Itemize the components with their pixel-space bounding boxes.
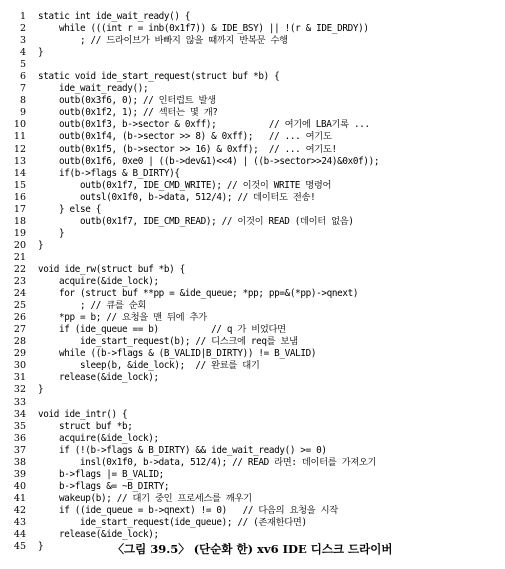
line-number: 34: [13, 408, 26, 420]
code-line: [6, 360, 502, 372]
code-line: [6, 517, 502, 529]
code-line: [6, 457, 502, 469]
code-line: [6, 409, 502, 421]
code-line: [6, 348, 502, 360]
code-text: acquire(&ide_lock);: [38, 276, 159, 288]
code-text: }: [38, 47, 44, 59]
line-number: 3: [19, 35, 26, 47]
line-number: 40: [13, 480, 26, 492]
code-line: [6, 180, 502, 192]
code-line: [6, 469, 502, 481]
code-line: [6, 156, 502, 168]
line-number: 11: [13, 131, 26, 143]
code-line: [6, 192, 502, 204]
line-number: 39: [13, 468, 26, 480]
code-line: [6, 144, 502, 156]
code-text: ide_start_request(b); // 디스크에 req를 보냄: [38, 336, 298, 348]
code-text: if ((ide_queue = b->qnext) != 0) // 다음의 요청을 시작: [38, 504, 338, 516]
code-line: [6, 493, 502, 505]
code-line: [6, 264, 502, 276]
line-number: 5: [19, 59, 26, 71]
code-line: [6, 168, 502, 180]
line-number: 9: [19, 107, 26, 119]
line-number: 26: [13, 312, 26, 324]
line-number: 10: [13, 119, 26, 131]
line-number: 21: [13, 251, 26, 263]
line-number: 42: [13, 504, 26, 516]
code-text: if (ide_queue == b) // q 가 비었다면: [38, 324, 286, 336]
code-text: wakeup(b); // 대기 중인 프로세스를 깨우기: [38, 492, 252, 504]
code-line: [6, 83, 502, 95]
code-text: if (!(b->flags & B_DIRTY) && ide_wait_ready() >= 0): [38, 444, 327, 456]
line-number: 27: [13, 324, 26, 336]
code-text: insl(0x1f0, b->data, 512/4); // READ 라면: 데이터를 가져오기: [38, 456, 377, 468]
code-text: } else {: [38, 203, 101, 215]
code-text: }: [38, 541, 44, 553]
code-line: [6, 204, 502, 216]
code-text: if(b->flags & B_DIRTY){: [38, 167, 180, 179]
line-number: 28: [13, 336, 26, 348]
line-number: 14: [13, 167, 26, 179]
line-number: 36: [13, 432, 26, 444]
line-number: 13: [13, 155, 26, 167]
code-line: [6, 95, 502, 107]
code-text: outb(0x1f7, IDE_CMD_READ); // 이것이 READ (데이터 없음): [38, 215, 354, 227]
code-text: *pp = b; // 요청을 맨 뒤에 추가: [38, 312, 207, 324]
line-number: 1: [19, 11, 26, 22]
line-number: 25: [13, 300, 26, 312]
code-line: [6, 35, 502, 47]
line-number: 31: [13, 372, 26, 384]
line-number: 12: [13, 143, 26, 155]
line-number: 45: [13, 541, 26, 553]
code-text: ; // 큐를 순회: [38, 300, 146, 312]
code-line: [6, 529, 502, 541]
line-number: 8: [19, 95, 26, 107]
line-number: 7: [19, 83, 26, 95]
code-listing: [6, 11, 502, 553]
code-text: }: [38, 384, 44, 396]
code-text: struct buf *b;: [38, 420, 133, 432]
code-text: void ide_intr() {: [38, 408, 128, 420]
code-text: outb(0x3f6, 0); // 인터럽트 발생: [38, 95, 216, 107]
code-line: [6, 445, 502, 457]
line-number: 33: [13, 396, 26, 408]
code-line: [6, 384, 502, 396]
code-line: [6, 59, 502, 71]
line-number: 29: [13, 348, 26, 360]
code-text: b->flags &= ~B_DIRTY;: [38, 480, 170, 492]
code-line: [6, 23, 502, 35]
code-text: static int ide_wait_ready() {: [38, 11, 191, 22]
code-line: [6, 228, 502, 240]
line-number: 35: [13, 420, 26, 432]
line-number: 16: [13, 191, 26, 203]
code-line: [6, 11, 502, 23]
line-number: 37: [13, 444, 26, 456]
line-number: 15: [13, 179, 26, 191]
code-line: [6, 131, 502, 143]
code-text: }: [38, 227, 65, 239]
code-text: b->flags |= B_VALID;: [38, 468, 164, 480]
code-line: [6, 252, 502, 264]
line-number: 38: [13, 456, 26, 468]
code-text: outb(0x1f4, (b->sector >> 8) & 0xff); // ... 여기도: [38, 131, 332, 143]
code-text: outb(0x1f6, 0xe0 | ((b->dev&1)<<4) | ((b->sector>>24)&0x0f));: [38, 155, 380, 167]
code-line: [6, 276, 502, 288]
code-line: [6, 300, 502, 312]
code-text: ide_start_request(ide_queue); // (존재한다면): [38, 516, 307, 528]
code-text: }: [38, 239, 44, 251]
line-number: 18: [13, 215, 26, 227]
code-text: outsl(0x1f0, b->data, 512/4); // 데이터도 전송!: [38, 191, 316, 203]
code-text: void ide_rw(struct buf *b) {: [38, 263, 185, 275]
code-text: while (((int r = inb(0x1f7)) & IDE_BSY) || !(r & IDE_DRDY)): [38, 23, 369, 35]
code-line: [6, 119, 502, 131]
line-number: 30: [13, 360, 26, 372]
code-text: outb(0x1f7, IDE_CMD_WRITE); // 이것이 WRITE 명령어: [38, 179, 332, 191]
code-text: acquire(&ide_lock);: [38, 432, 159, 444]
code-text: outb(0x1f5, (b->sector >> 16) & 0xff); // ... 여기도!: [38, 143, 337, 155]
code-text: sleep(b, &ide_lock); // 완료를 대기: [38, 360, 260, 372]
code-text: while ((b->flags & (B_VALID|B_DIRTY)) != B_VALID): [38, 348, 317, 360]
code-line: [6, 397, 502, 409]
line-number: 22: [13, 263, 26, 275]
code-text: release(&ide_lock);: [38, 372, 159, 384]
code-line: [6, 216, 502, 228]
code-line: [6, 312, 502, 324]
line-number: 19: [13, 227, 26, 239]
code-line: [6, 324, 502, 336]
code-line: [6, 288, 502, 300]
line-number: 17: [13, 203, 26, 215]
line-number: 43: [13, 516, 26, 528]
code-text: for (struct buf **pp = &ide_queue; *pp; pp=&(*pp)->qnext): [38, 288, 359, 300]
line-number: 32: [13, 384, 26, 396]
code-line: [6, 47, 502, 59]
code-text: outb(0x1f2, 1); // 섹터는 몇 개?: [38, 107, 218, 119]
line-number: 20: [13, 239, 26, 251]
line-number: 44: [13, 529, 26, 541]
line-number: 2: [19, 23, 26, 35]
code-line: [6, 107, 502, 119]
code-text: outb(0x1f3, b->sector & 0xff); // 여기에 LBA기록 ...: [38, 119, 370, 131]
code-line: [6, 240, 502, 252]
code-line: [6, 336, 502, 348]
code-text: static void ide_start_request(struct buf *b) {: [38, 71, 280, 83]
code-text: release(&ide_lock);: [38, 529, 159, 541]
code-line: [6, 421, 502, 433]
code-line: [6, 481, 502, 493]
line-number: 41: [13, 492, 26, 504]
code-line: [6, 71, 502, 83]
code-line: [6, 372, 502, 384]
line-number: 23: [13, 276, 26, 288]
code-text: ; // 드라이브가 바빠지 않을 때까지 반복문 수행: [38, 35, 288, 47]
code-text: ide_wait_ready();: [38, 83, 149, 95]
line-number: 6: [19, 71, 26, 83]
line-number: 24: [13, 288, 26, 300]
code-line: [6, 433, 502, 445]
line-number: 4: [19, 47, 26, 59]
figure-caption: 〈그림 39.5〉 (단순화 한) xv6 IDE 디스크 드라이버: [112, 542, 393, 556]
code-line: [6, 505, 502, 517]
